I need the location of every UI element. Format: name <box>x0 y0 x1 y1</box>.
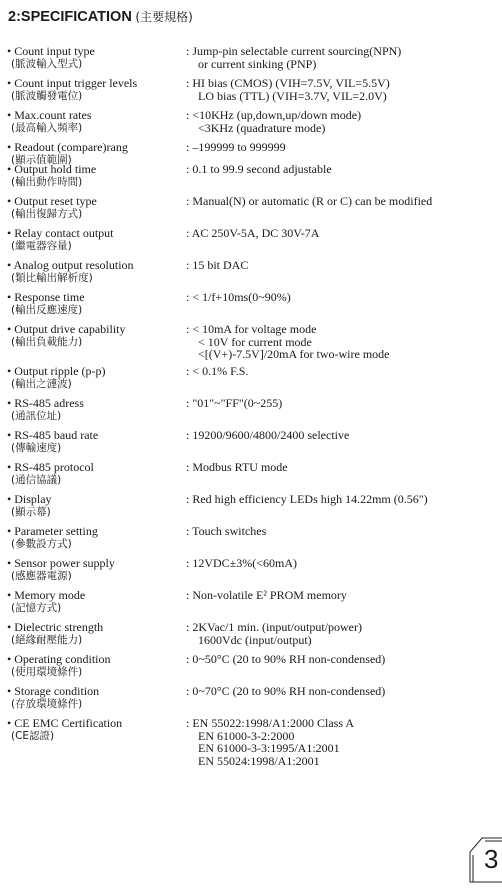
spec-value-line: : "01"~"FF"(0~255) <box>186 396 283 410</box>
spec-value-line: : Jump-pin selectable current sourcing(NPN) <box>186 44 402 58</box>
spec-label <box>7 685 185 710</box>
spec-label-english: • Parameter setting <box>7 524 98 538</box>
spec-value <box>186 365 248 378</box>
spec-value-line: : 2KVac/1 min. (input/output/power) <box>186 620 362 634</box>
spec-label <box>7 621 185 646</box>
spec-label <box>7 461 185 486</box>
spec-value <box>186 461 288 474</box>
spec-value-line: 1600Vdc (input/output) <box>198 632 312 647</box>
spec-label-english: • Output hold time <box>7 162 97 176</box>
spec-label <box>7 163 185 188</box>
spec-value-line: : < 10mA for voltage mode <box>186 322 317 336</box>
spec-label-chinese: (通信協議) <box>11 473 62 486</box>
spec-label-english: • Count input trigger levels <box>7 76 138 90</box>
spec-label-chinese: (脈波輸入型式) <box>11 57 83 70</box>
spec-value-line: : 15 bit DAC <box>186 258 249 272</box>
spec-label <box>7 195 185 220</box>
spec-value <box>186 195 432 208</box>
spec-label-chinese: (絕緣耐壓能力) <box>11 633 83 646</box>
spec-label-english: • Output ripple (p-p) <box>7 364 106 378</box>
spec-value-line: : 0~70°C (20 to 90% RH non-condensed) <box>186 684 386 698</box>
spec-value-line: : Modbus RTU mode <box>186 460 288 474</box>
spec-label-english: • Storage condition <box>7 684 100 698</box>
spec-value-line: EN 61000-3-2:2000 <box>198 728 295 743</box>
spec-label-english: • Output drive capability <box>7 322 126 336</box>
title-english: 2:SPECIFICATION <box>8 9 132 25</box>
spec-label-english: • Relay contact output <box>7 226 114 240</box>
spec-value <box>186 557 297 570</box>
spec-value-line: : Non-volatile E² PROM memory <box>186 588 347 602</box>
spec-value <box>186 291 291 304</box>
page-title <box>8 8 193 26</box>
spec-label-chinese: (存放環境條件) <box>11 697 83 710</box>
spec-label-english: • Memory mode <box>7 588 86 602</box>
spec-value-line: : Touch switches <box>186 524 267 538</box>
spec-label <box>7 397 185 422</box>
spec-value <box>186 653 385 666</box>
spec-value <box>186 621 362 646</box>
spec-value-line: : EN 55022:1998/A1:2000 Class A <box>186 716 355 730</box>
spec-value <box>186 141 286 154</box>
spec-label-english: • Display <box>7 492 52 506</box>
spec-label-chinese: (CE認證) <box>11 729 55 742</box>
title-chinese: (主要規格) <box>135 10 193 24</box>
spec-value-line: LO bias (TTL) (VIH=3.7V, VIL=2.0V) <box>198 88 387 103</box>
spec-label-english: • Max.count rates <box>7 108 92 122</box>
spec-label-chinese: (輸出動作時間) <box>11 175 83 188</box>
spec-value-line: : 0~50°C (20 to 90% RH non-condensed) <box>186 652 386 666</box>
spec-label-english: • Analog output resolution <box>7 258 134 272</box>
spec-label-chinese: (感應器電源) <box>11 569 72 582</box>
spec-value <box>186 163 332 176</box>
spec-label <box>7 77 185 102</box>
spec-label <box>7 259 185 284</box>
spec-label <box>7 525 185 550</box>
spec-value-line: : –199999 to 999999 <box>186 140 286 154</box>
spec-label-english: • RS-485 adress <box>7 396 84 410</box>
spec-value <box>186 323 390 361</box>
spec-value-line: : <10KHz (up,down,up/down mode) <box>186 108 362 122</box>
spec-label-chinese: (類比輸出解析度) <box>11 271 93 284</box>
spec-label-english: • Response time <box>7 290 85 304</box>
spec-value-line: <[(V+)-7.5V]/20mA for two-wire mode <box>198 347 390 361</box>
spec-value <box>186 259 248 272</box>
spec-value-line: : 0.1 to 99.9 second adjustable <box>186 162 332 176</box>
spec-label-english: • RS-485 baud rate <box>7 428 99 442</box>
spec-label-chinese: (繼電器容量) <box>11 239 72 252</box>
spec-label <box>7 493 185 518</box>
spec-label-chinese: (參數設方式) <box>11 537 72 550</box>
spec-label <box>7 653 185 678</box>
spec-label <box>7 291 185 316</box>
spec-value-line: : 12VDC±3%(<60mA) <box>186 556 298 570</box>
spec-label-english: • Readout (compare)rang <box>7 140 128 154</box>
spec-value-line: : Manual(N) or automatic (R or C) can be modified <box>186 194 433 208</box>
spec-label <box>7 557 185 582</box>
spec-value-line: : < 1/f+10ms(0~90%) <box>186 290 291 304</box>
spec-label-chinese: (顯示幕) <box>11 505 51 518</box>
spec-value-line: EN 55024:1998/A1:2001 <box>198 753 320 768</box>
spec-label-english: • Dielectric strength <box>7 620 104 634</box>
spec-label <box>7 717 185 742</box>
spec-label-chinese: (傳輸速度) <box>11 441 62 454</box>
spec-label-chinese: (使用環境條件) <box>11 665 83 678</box>
spec-value <box>186 493 428 506</box>
spec-label <box>7 227 185 252</box>
spec-label-chinese: (顯示值範圍) <box>11 153 72 166</box>
spec-value <box>186 685 385 698</box>
spec-value <box>186 429 349 442</box>
spec-value <box>186 227 319 240</box>
spec-value <box>186 717 354 767</box>
spec-label <box>7 45 185 70</box>
spec-label-chinese: (記憶方式) <box>11 601 62 614</box>
spec-label <box>7 323 185 348</box>
spec-label-english: • Operating condition <box>7 652 111 666</box>
page-number: 3 <box>484 844 499 874</box>
spec-label-chinese: (輸出復歸方式) <box>11 207 83 220</box>
spec-label-chinese: (輸出反應速度) <box>11 303 83 316</box>
spec-value-line: : < 0.1% F.S. <box>186 364 249 378</box>
spec-label-chinese: (通訊位址) <box>11 409 62 422</box>
spec-label <box>7 429 185 454</box>
spec-value-line: or current sinking (PNP) <box>198 56 317 71</box>
spec-label-english: • RS-485 protocol <box>7 460 94 474</box>
spec-value <box>186 45 401 70</box>
spec-value-line: : Red high efficiency LEDs high 14.22mm (0.56") <box>186 492 428 506</box>
spec-label-chinese: (輸出之漣波) <box>11 377 72 390</box>
spec-label-english: • Count input type <box>7 44 95 58</box>
page-number-box <box>468 836 502 884</box>
spec-label-chinese: (脈波觸發電位) <box>11 89 83 102</box>
spec-value-line: : 19200/9600/4800/2400 selective <box>186 428 350 442</box>
spec-value <box>186 77 390 102</box>
spec-label <box>7 109 185 134</box>
spec-value-line: : AC 250V-5A, DC 30V-7A <box>186 226 320 240</box>
spec-value-line: EN 61000-3-3:1995/A1:2001 <box>198 741 340 755</box>
spec-label-chinese: (輸出負載能力) <box>11 335 83 348</box>
spec-label-chinese: (最高輸入頻率) <box>11 121 83 134</box>
spec-label-english: • Sensor power supply <box>7 556 115 570</box>
spec-value <box>186 525 266 538</box>
spec-label <box>7 365 185 390</box>
spec-value-line: <3KHz (quadrature mode) <box>198 120 326 135</box>
spec-value <box>186 589 347 602</box>
spec-label <box>7 589 185 614</box>
spec-value-line: < 10V for current mode <box>198 334 312 349</box>
spec-value <box>186 109 361 134</box>
spec-label-english: • CE EMC Certification <box>7 716 123 730</box>
spec-label-english: • Output reset type <box>7 194 97 208</box>
spec-value-line: : HI bias (CMOS) (VIH=7.5V, VIL=5.5V) <box>186 76 390 90</box>
spec-value <box>186 397 282 410</box>
